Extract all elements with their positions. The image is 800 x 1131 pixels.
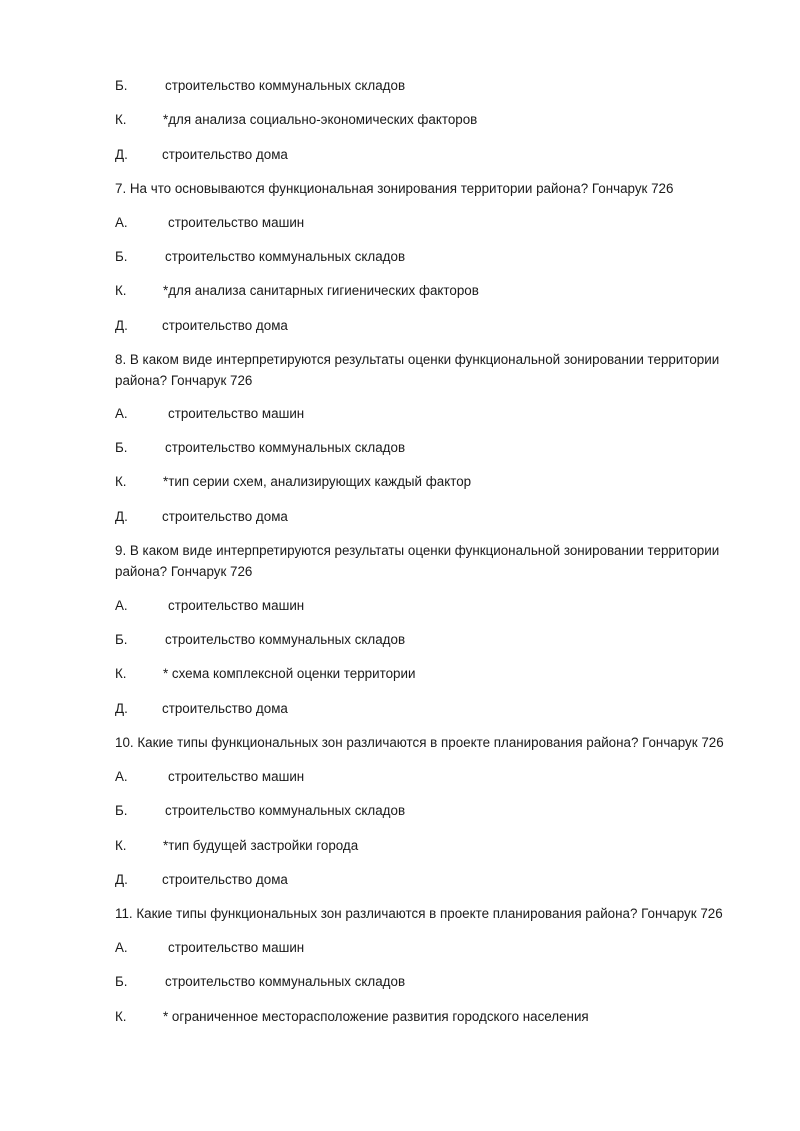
answer-option	[115, 664, 745, 684]
answer-option	[115, 247, 745, 267]
option-letter: Б.	[115, 974, 128, 989]
option-text: строительство машин	[168, 940, 305, 955]
option-text: строительство машин	[168, 598, 305, 613]
answer-option	[115, 938, 745, 958]
answer-option	[115, 699, 745, 719]
question-text: 9. В каком виде интерпретируются результаты оценки функциональной зонировании территории района? Гончарук 726	[115, 543, 720, 579]
option-text: строительство машин	[168, 406, 305, 421]
option-text: * ограниченное месторасположение развития городского населения	[163, 1009, 589, 1024]
option-text: *для анализа социально-экономических факторов	[163, 112, 478, 127]
option-text: строительство дома	[162, 701, 288, 716]
answer-option	[115, 596, 745, 616]
answer-option	[115, 404, 745, 424]
answer-option	[115, 281, 745, 301]
option-text: *тип серии схем, анализирующих каждый фактор	[163, 474, 472, 489]
option-text: *для анализа санитарных гигиенических факторов	[163, 283, 479, 298]
question-text: 7. На что основываются функциональная зонирования территории района? Гончарук 726	[115, 181, 674, 196]
option-text: строительство коммунальных складов	[165, 632, 406, 647]
option-letter: К.	[115, 838, 127, 853]
answer-option	[115, 110, 745, 130]
option-letter: Д.	[115, 509, 128, 524]
option-letter: А.	[115, 769, 128, 784]
answer-option	[115, 76, 745, 96]
answer-option	[115, 836, 745, 856]
option-text: строительство коммунальных складов	[165, 803, 406, 818]
answer-option	[115, 438, 745, 458]
answer-option	[115, 316, 745, 336]
option-text: строительство дома	[162, 509, 288, 524]
option-letter: К.	[115, 666, 127, 681]
option-letter: Б.	[115, 78, 128, 93]
option-letter: К.	[115, 1009, 127, 1024]
option-text: * схема комплексной оценки территории	[163, 666, 416, 681]
option-letter: Б.	[115, 440, 128, 455]
option-letter: А.	[115, 940, 128, 955]
option-text: строительство дома	[162, 318, 288, 333]
answer-option	[115, 630, 745, 650]
option-letter: К.	[115, 112, 127, 127]
answer-option	[115, 870, 745, 890]
option-text: *тип будущей застройки города	[163, 838, 359, 853]
option-letter: А.	[115, 406, 128, 421]
option-letter: Б.	[115, 249, 128, 264]
option-letter: К.	[115, 474, 127, 489]
option-letter: Д.	[115, 701, 128, 716]
option-letter: А.	[115, 215, 128, 230]
option-text: строительство коммунальных складов	[165, 249, 406, 264]
answer-option	[115, 801, 745, 821]
question-text: 10. Какие типы функциональных зон различаются в проекте планирования района? Гончарук 726	[115, 735, 724, 750]
option-text: строительство дома	[162, 872, 288, 887]
question-text: 11. Какие типы функциональных зон различаются в проекте планирования района? Гончарук 726	[115, 906, 723, 921]
option-text: строительство машин	[168, 769, 305, 784]
answer-option	[115, 972, 745, 992]
option-letter: Д.	[115, 147, 128, 162]
answer-option	[115, 472, 745, 492]
answer-option	[115, 507, 745, 527]
option-text: строительство коммунальных складов	[165, 78, 406, 93]
option-text: строительство дома	[162, 147, 288, 162]
option-letter: А.	[115, 598, 128, 613]
option-text: строительство машин	[168, 215, 305, 230]
answer-option	[115, 213, 745, 233]
option-letter: Д.	[115, 318, 128, 333]
option-letter: Д.	[115, 872, 128, 887]
answer-option	[115, 1007, 745, 1027]
option-text: строительство коммунальных складов	[165, 974, 406, 989]
option-text: строительство коммунальных складов	[165, 440, 406, 455]
answer-option	[115, 145, 745, 165]
option-letter: Б.	[115, 632, 128, 647]
option-letter: К.	[115, 283, 127, 298]
option-letter: Б.	[115, 803, 128, 818]
answer-option	[115, 767, 745, 787]
question-text: 8. В каком виде интерпретируются результаты оценки функциональной зонировании территории района? Гончарук 726	[115, 352, 720, 388]
